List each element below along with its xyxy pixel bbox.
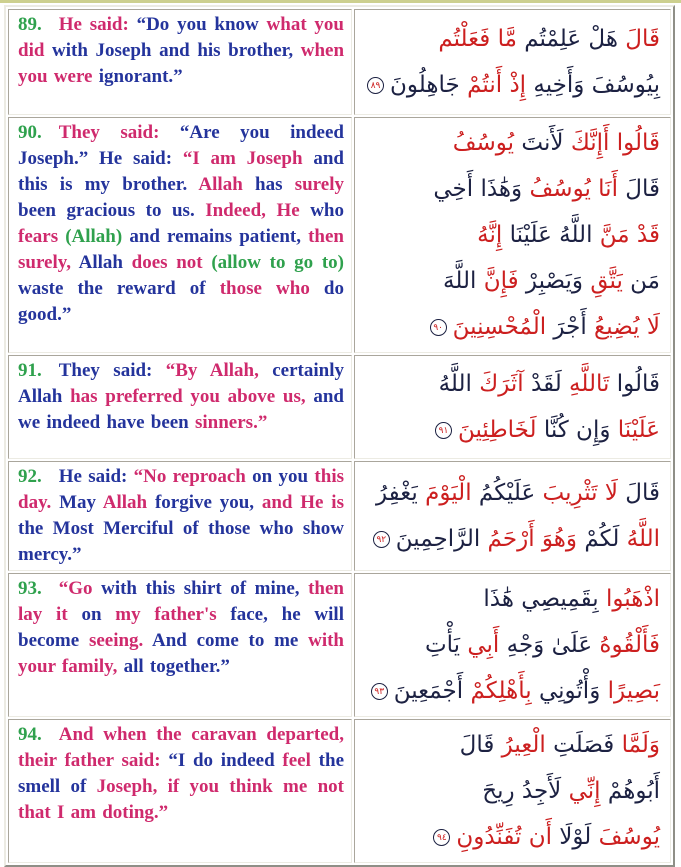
ayah-end-marker: ٩٠ xyxy=(430,319,447,336)
english-text-run: the Most Merciful of those who show mercy.” xyxy=(18,518,344,565)
verses-tbody xyxy=(8,9,671,863)
english-text-run: “Do you know xyxy=(136,14,267,35)
arabic-text-run: اذْهَبُوا xyxy=(598,586,660,612)
english-text-run: been gracious to us. xyxy=(18,200,206,221)
arabic-text-run: الْيَوْمَ xyxy=(417,480,472,506)
english-text-92 xyxy=(18,464,344,568)
arabic-text-run: الْعِيرُ xyxy=(494,732,546,758)
english-cell-93 xyxy=(8,573,352,717)
english-text-run: face, he will become xyxy=(18,604,344,651)
arabic-text-run: عَلَيْكُمُ xyxy=(471,480,536,506)
english-text-run: certainly Allah xyxy=(18,360,344,407)
arabic-text-run: قَالَ xyxy=(617,26,660,52)
arabic-text-run: أَن تُفَنِّدُونِ xyxy=(456,824,552,850)
arabic-text-run: إِذْ أَنتُمْ xyxy=(459,72,527,98)
arabic-text-run: بَصِيرًا xyxy=(600,678,660,704)
arabic-text-run: قَالَ xyxy=(617,480,660,506)
english-text-run: and this is my brother. xyxy=(18,148,344,195)
ayah-end-marker: ٩٣ xyxy=(371,683,388,700)
ayah-end-marker: ٩١ xyxy=(435,422,452,439)
verses-table xyxy=(4,5,675,867)
english-text-run: feel xyxy=(282,750,319,771)
arabic-text-run: فَأَلْقُوهُ xyxy=(592,632,660,658)
arabic-text-run: لَقَدْ xyxy=(523,371,562,397)
arabic-text-run: قَالَ xyxy=(459,732,495,758)
arabic-text-run: الرَّاحِمِينَ xyxy=(395,526,481,552)
arabic-line xyxy=(359,62,660,108)
arabic-text-run: مَن xyxy=(622,268,660,294)
arabic-text-run: لَا يُضِيعُ xyxy=(586,314,660,340)
verse-number: 91. xyxy=(18,360,42,381)
arabic-text-run: الْمُحْسِنِينَ xyxy=(452,314,547,340)
arabic-text-run: جَاهِلُونَ xyxy=(390,72,460,98)
arabic-text-run: اللَّهُ xyxy=(619,526,660,552)
arabic-line xyxy=(359,814,660,860)
arabic-text-run: وَهَٰذَا أَخِي xyxy=(433,176,523,202)
verse-number: 94. xyxy=(18,724,42,745)
english-text-run: “I do indeed xyxy=(168,750,283,771)
ayah-end-marker: ٨٩ xyxy=(367,77,384,94)
verse-row-94 xyxy=(8,719,671,863)
arabic-text-run: وَهُوَ أَرْحَمُ xyxy=(480,526,578,552)
verse-row-92 xyxy=(8,461,671,571)
arabic-text-run: أَنَا يُوسُفُ xyxy=(522,176,618,202)
english-cell-90 xyxy=(8,117,352,353)
arabic-text-run: يَأْتِ xyxy=(424,632,461,658)
english-text-run: ignorant.” xyxy=(98,66,183,87)
arabic-text-run: فَصَلَتِ xyxy=(545,732,615,758)
arabic-line xyxy=(359,166,660,212)
arabic-text-run: لَأَجِدُ رِيحَ xyxy=(482,778,562,804)
arabic-text-run: لَأَنتَ xyxy=(514,130,564,156)
english-text-run: “By Allah, xyxy=(165,360,273,381)
english-text-run: has xyxy=(255,174,295,195)
arabic-line xyxy=(359,258,660,304)
arabic-text-run: أَبِي xyxy=(460,632,500,658)
english-text-run: Allah xyxy=(102,492,155,513)
arabic-text-run: أَجْمَعِينَ xyxy=(393,678,464,704)
arabic-line xyxy=(359,16,660,62)
arabic-text-run: بِقَمِيصِي هَٰذَا xyxy=(483,586,599,612)
arabic-text-run: تَاللَّهِ xyxy=(561,371,610,397)
english-text-run: “Are you indeed Joseph.” He said: xyxy=(18,122,344,169)
arabic-line xyxy=(359,212,660,258)
verse-number: 92. xyxy=(18,466,42,487)
arabic-cell-89 xyxy=(354,9,671,115)
english-text-run: They said: xyxy=(58,122,180,143)
verse-number: 93. xyxy=(18,578,42,599)
english-text-run: has preferred you above us, xyxy=(70,386,314,407)
arabic-text-run: آثَرَكَ xyxy=(471,371,524,397)
arabic-text-run: لَوْلَا xyxy=(551,824,592,850)
english-text-94 xyxy=(18,722,344,826)
arabic-text-run: قَالُوا أَإِنَّكَ xyxy=(563,130,660,156)
english-text-run: on xyxy=(81,604,116,625)
verse-number: 89. xyxy=(18,14,42,35)
arabic-line xyxy=(359,516,660,562)
english-text-run: who xyxy=(310,200,344,221)
english-text-run: waste the reward of xyxy=(18,278,220,299)
arabic-line xyxy=(359,304,660,350)
english-text-91 xyxy=(18,358,344,436)
english-text-run: and we indeed have been xyxy=(18,386,344,433)
arabic-text-run: يُوسُفُ xyxy=(452,130,515,156)
arabic-line xyxy=(359,622,660,668)
english-text-run: Allah xyxy=(78,252,132,273)
page-top-border xyxy=(0,0,681,3)
arabic-text-run: فَإِنَّ xyxy=(476,268,519,294)
english-text-run: then surely, xyxy=(18,226,345,273)
arabic-text-run: قَالَ xyxy=(617,176,660,202)
english-text-run: And when the caravan departed, their father said: xyxy=(18,724,344,771)
arabic-text-run: عَلَىٰ وَجْهِ xyxy=(499,632,593,658)
english-text-93 xyxy=(18,576,344,680)
english-text-run: what you did xyxy=(18,14,344,61)
english-text-run: “I am Joseph xyxy=(182,148,314,169)
arabic-line xyxy=(359,576,660,622)
arabic-cell-94 xyxy=(354,719,671,863)
arabic-cell-92 xyxy=(354,461,671,571)
english-text-run: and He is xyxy=(261,492,344,513)
english-text-run: and remains patient, xyxy=(129,226,309,247)
english-text-run: (allow to go to) xyxy=(211,252,344,273)
english-text-run: seeing. xyxy=(88,630,152,651)
english-cell-89 xyxy=(8,9,352,115)
english-text-run: my father's xyxy=(115,604,231,625)
arabic-text-run: إِنِّي xyxy=(561,778,601,804)
english-text-run: with this shirt of mine, xyxy=(101,578,309,599)
english-text-run: on you xyxy=(252,466,315,487)
arabic-line xyxy=(359,407,660,453)
english-text-run: with Joseph and his brother, xyxy=(52,40,301,61)
english-text-run: He said: xyxy=(58,466,134,487)
english-text-run: all together.” xyxy=(123,656,230,677)
arabic-text-run: قَالُوا xyxy=(609,371,660,397)
arabic-text-run: هَلْ عَلِمْتُم xyxy=(516,26,618,52)
verse-row-91 xyxy=(8,355,671,459)
arabic-text-run: لَخَاطِئِينَ xyxy=(457,417,537,443)
arabic-text-run: وَلَمَّا xyxy=(614,732,660,758)
arabic-text-run: لَا تَثْرِيبَ xyxy=(535,480,618,506)
verse-row-93 xyxy=(8,573,671,717)
english-text-run: May xyxy=(59,492,103,513)
arabic-text-run: وَيَصْبِرْ xyxy=(518,268,584,294)
arabic-line xyxy=(359,361,660,407)
arabic-line xyxy=(359,768,660,814)
arabic-cell-91 xyxy=(354,355,671,459)
english-text-run: the smell of xyxy=(18,750,344,797)
arabic-text-run: اللَّهَ xyxy=(443,268,477,294)
english-text-run: Indeed, He xyxy=(205,200,311,221)
arabic-text-run: وَأْتُونِي xyxy=(531,678,601,704)
english-text-run: He said: xyxy=(58,14,137,35)
english-cell-94 xyxy=(8,719,352,863)
english-text-run: Allah xyxy=(198,174,256,195)
english-cell-92 xyxy=(8,461,352,571)
english-text-run: They said: xyxy=(58,360,166,381)
english-text-run: then lay it xyxy=(18,578,344,625)
ayah-end-marker: ٩٤ xyxy=(433,829,450,846)
english-text-run: And come to me xyxy=(152,630,309,651)
arabic-text-run: اللَّهُ عَلَيْنَا xyxy=(502,222,593,248)
arabic-cell-90 xyxy=(354,117,671,353)
arabic-text-run: يَتَّقِ xyxy=(583,268,623,294)
english-text-run: with your family, xyxy=(18,630,345,677)
english-text-run: “No reproach xyxy=(133,466,253,487)
arabic-cell-93 xyxy=(354,573,671,717)
arabic-text-run: إِنَّهُ xyxy=(477,222,503,248)
arabic-text-run: مَّا فَعَلْتُم xyxy=(438,26,517,52)
english-text-run: when you were xyxy=(18,40,345,87)
arabic-text-run: لَكُمْ xyxy=(577,526,620,552)
ayah-end-marker: ٩٢ xyxy=(373,531,390,548)
verse-row-89 xyxy=(8,9,671,115)
arabic-text-run: بِيُوسُفَ وَأَخِيهِ xyxy=(526,72,660,98)
arabic-text-run: وَإِن كُنَّا xyxy=(536,417,611,443)
english-text-run: does not xyxy=(131,252,212,273)
arabic-text-run: أَجْرَ xyxy=(546,314,587,340)
english-text-run: (Allah) xyxy=(65,226,130,247)
english-cell-91 xyxy=(8,355,352,459)
arabic-text-run: عَلَيْنَا xyxy=(610,417,660,443)
arabic-text-run: قَدْ مَنَّ xyxy=(592,222,660,248)
english-text-run: surely xyxy=(294,174,344,195)
english-text-run: fears xyxy=(18,226,66,247)
arabic-text-run: اللَّهُ xyxy=(438,371,472,397)
arabic-text-run: بِأَهْلِكُمْ xyxy=(463,678,532,704)
english-text-90 xyxy=(18,120,344,328)
english-text-run: sinners.” xyxy=(195,412,268,433)
english-text-run: forgive you, xyxy=(154,492,262,513)
english-text-run: do good.” xyxy=(18,278,344,325)
verse-row-90 xyxy=(8,117,671,353)
arabic-line xyxy=(359,120,660,166)
verse-number: 90. xyxy=(18,122,42,143)
arabic-text-run: يُوسُفَ xyxy=(591,824,660,850)
english-text-run: “Go xyxy=(58,578,102,599)
arabic-line xyxy=(359,668,660,714)
english-text-run: this day. xyxy=(18,466,344,513)
english-text-run: Joseph, if you think me not that I am doting.” xyxy=(18,776,344,823)
arabic-line xyxy=(359,470,660,516)
arabic-text-run: أَبُوهُمْ xyxy=(600,778,660,804)
arabic-line xyxy=(359,722,660,768)
english-text-89 xyxy=(18,12,344,90)
arabic-text-run: يَغْفِرُ xyxy=(375,480,418,506)
english-text-run: those who xyxy=(219,278,324,299)
